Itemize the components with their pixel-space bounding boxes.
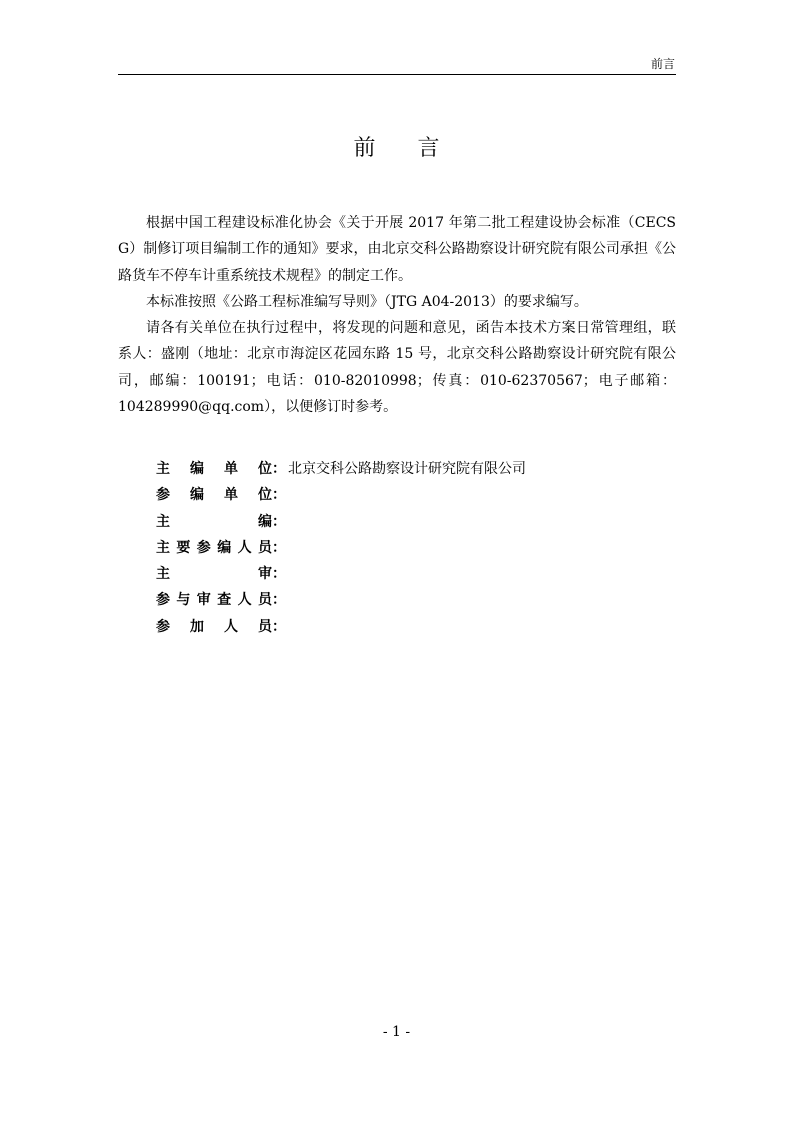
header-divider [118, 74, 676, 75]
credit-label: 参编单位 [156, 487, 272, 504]
credit-row-chief-editor-unit [156, 456, 656, 482]
credit-label: 参与审查人员 [156, 592, 272, 609]
credit-label: 主编 [156, 513, 272, 530]
credit-colon: ： [272, 592, 286, 609]
credit-label: 主编单位 [156, 461, 272, 477]
credit-row-participating-unit [156, 482, 656, 508]
credit-colon: ： [272, 487, 286, 504]
paragraph-guideline: 本标准按照《公路工程标准编写导则》（JTG A04-2013）的要求编写。 [146, 293, 588, 310]
credit-value: 北京交科公路勘察设计研究院有限公司 [288, 461, 526, 477]
credit-colon: ： [272, 618, 286, 635]
credit-label: 参加人员 [156, 618, 272, 635]
credits-list [156, 456, 656, 640]
page-number: - 1 - [382, 1024, 411, 1040]
credit-label: 主要参编人员 [156, 539, 272, 556]
credit-label: 主审 [156, 566, 272, 583]
credit-row-chief-reviewer [156, 561, 656, 587]
credit-row-chief-editor [156, 509, 656, 535]
running-header: 前言 [650, 57, 675, 71]
credit-colon: ： [272, 513, 286, 530]
credit-row-main-contributors [156, 535, 656, 561]
credit-colon: ： [272, 461, 286, 477]
paragraph-contact: 请各有关单位在执行过程中，将发现的问题和意见，函告本技术方案日常管理组，联系人：盛刚（地址：北京市海淀区花园东路 15 号，北京交科公路勘察设计研究院有限公司，邮编：100191；电话：010-82010998；传真：010-62370567；电子邮箱：104289990@qq.com），以便修订时参考。 [118, 320, 676, 416]
credit-colon: ： [272, 566, 286, 583]
paragraph-background: 根据中国工程建设标准化协会《关于开展 2017 年第二批工程建设协会标准（CECS G）制修订项目编制工作的通知》要求，由北京交科公路勘察设计研究院有限公司承担《公路货车不停车计重系统技术规程》的制定工作。 [118, 215, 676, 284]
credit-row-reviewers [156, 587, 656, 613]
preface-body [118, 210, 676, 420]
credit-row-participants [156, 614, 656, 640]
page-title: 前言 [353, 136, 482, 161]
credit-colon: ： [272, 539, 286, 556]
